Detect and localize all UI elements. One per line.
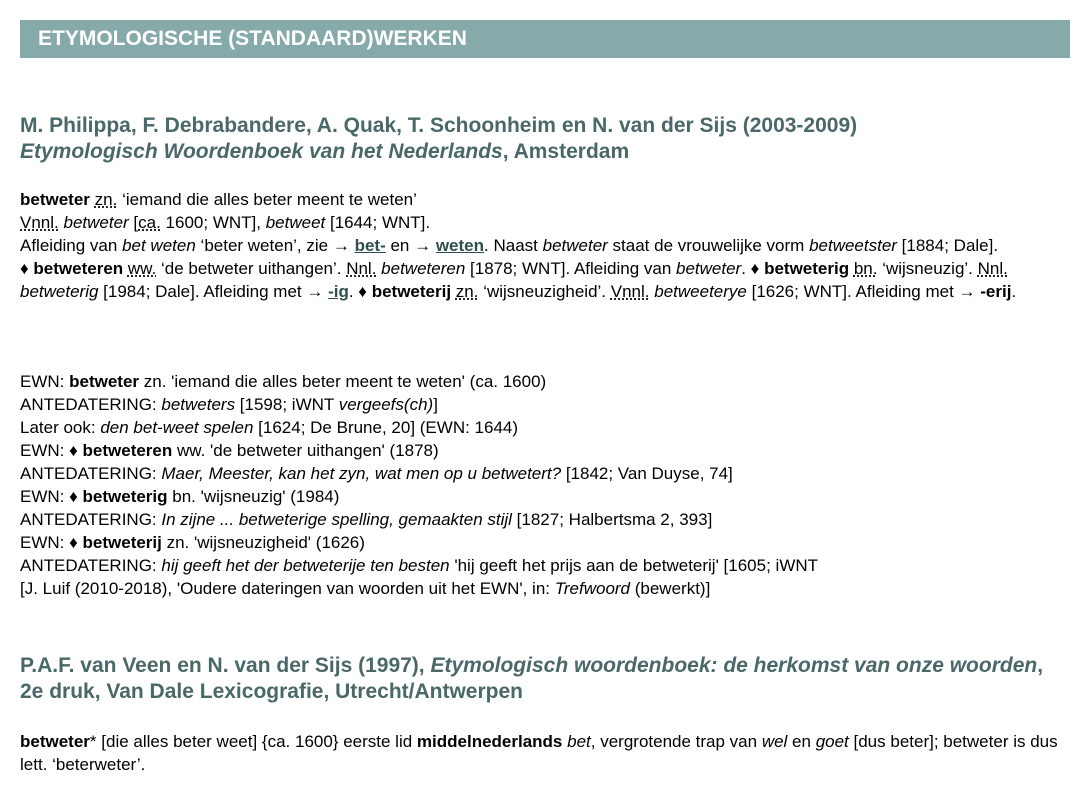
derivative-headword: betweterig xyxy=(764,259,850,278)
text: ‘beter weten’, zie → xyxy=(195,236,355,255)
suffix-erij: -erij xyxy=(980,282,1012,301)
word-form: bet xyxy=(567,732,591,751)
text: EWN: ♦ xyxy=(20,487,83,506)
quote: In zijne ... betweterige spelling, gemaakten stijl xyxy=(161,510,512,529)
abbr-ca: ca. xyxy=(138,213,161,232)
quote: vergeefs(ch) xyxy=(338,395,434,414)
text: ANTEDATERING: xyxy=(20,464,162,483)
abbr-ww: ww. xyxy=(127,259,157,278)
antedating-line xyxy=(20,393,1070,416)
abbr-nnl: Nnl. xyxy=(346,259,377,278)
antedating-line xyxy=(20,508,1070,531)
quote: den bet-weet spelen xyxy=(100,418,254,437)
antedating-line xyxy=(20,485,1070,508)
text: en xyxy=(787,732,816,751)
antedating-list xyxy=(20,370,1070,600)
text: . Naast xyxy=(484,236,543,255)
word-form: betweet xyxy=(265,213,326,232)
antedating-line xyxy=(20,531,1070,554)
source-authors: P.A.F. van Veen en N. van der Sijs (1997), xyxy=(20,654,431,677)
text: EWN: ♦ xyxy=(20,533,83,552)
word-form: goet xyxy=(815,732,849,751)
entry-headline xyxy=(20,188,1070,211)
text: ‘wijsneuzig’. xyxy=(877,259,978,278)
text: ANTEDATERING: xyxy=(20,556,162,575)
text: 1600; WNT], xyxy=(160,213,266,232)
antedating-line xyxy=(20,416,1070,439)
entry-derivation xyxy=(20,234,1070,257)
word-form: betweter xyxy=(542,236,608,255)
quote: betweters xyxy=(161,395,236,414)
word-form: betweter xyxy=(676,259,742,278)
link-weten[interactable]: weten xyxy=(435,236,485,255)
text: [1598; iWNT xyxy=(235,395,339,414)
text: [J. Luif (2010-2018), 'Oudere dateringen van woorden uit het EWN', in: xyxy=(20,579,555,598)
source-title: Etymologisch Woordenboek van het Nederlands xyxy=(20,140,503,163)
source-title: Etymologisch woordenboek: de herkomst van onze woorden xyxy=(430,654,1038,677)
text: [1878; WNT]. Afleiding van xyxy=(465,259,677,278)
antedating-line xyxy=(20,439,1070,462)
ewn-entry xyxy=(20,188,1070,303)
abbr-vnnl: Vnnl. xyxy=(20,213,59,232)
word-form: wel xyxy=(761,732,788,751)
antedating-line xyxy=(20,462,1070,485)
text: . ♦ xyxy=(741,259,765,278)
derivative-headword: betweterij xyxy=(371,282,452,301)
text: (bewerkt)] xyxy=(630,579,711,598)
word-form: betweeterye xyxy=(654,282,747,301)
quote: hij geeft het der betweterije ten besten xyxy=(161,556,450,575)
text: ‘wijsneuzigheid’. xyxy=(478,282,611,301)
source-heading-vandale xyxy=(20,653,1070,705)
text: . xyxy=(1011,282,1017,301)
abbr-bn: bn. xyxy=(853,259,878,278)
headword: betweter xyxy=(69,372,140,391)
text: zn. 'iemand die alles beter meent te weten' (ca. 1600) xyxy=(139,372,547,391)
text: Afleiding van xyxy=(20,236,123,255)
section-banner: ETYMOLOGISCHE (STANDAARD)WERKEN xyxy=(20,20,1070,58)
vandale-text xyxy=(20,730,1070,776)
text: [ xyxy=(128,213,139,232)
source-title-line xyxy=(20,139,1070,165)
source-publisher: , 2e druk, Van Dale Lexicografie, Utrecht/Antwerpen xyxy=(20,654,1044,703)
text: [dus beter]; betweter is dus lett. ‘beterweter’. xyxy=(20,732,1058,774)
antedating-line xyxy=(20,554,1070,577)
entry-attestation xyxy=(20,211,1070,234)
abbr-vnnl: Vnnl. xyxy=(610,282,650,301)
headword: betweter xyxy=(20,732,90,751)
antedating-line xyxy=(20,370,1070,393)
headword: betweterij xyxy=(82,533,162,552)
text: ‘de betweter uithangen’. xyxy=(156,259,347,278)
text: bn. 'wijsneuzig' (1984) xyxy=(167,487,340,506)
text: 'hij geeft het prijs aan de betweterij' [1605; iWNT xyxy=(449,556,819,575)
headword: betweter xyxy=(20,190,90,209)
text: , vergrotende trap van xyxy=(590,732,762,751)
abbr-zn: zn. xyxy=(455,282,479,301)
text: [1827; Halbertsma 2, 393] xyxy=(511,510,713,529)
source-heading-ewn xyxy=(20,113,1070,165)
text: ANTEDATERING: xyxy=(20,395,162,414)
text: [1626; WNT]. Afleiding met → xyxy=(746,282,981,301)
derivative-headword: betweteren xyxy=(33,259,124,278)
definition: ‘iemand die alles beter meent te weten’ xyxy=(117,190,417,209)
source-authors: M. Philippa, F. Debrabandere, A. Quak, T. Schoonheim en N. van der Sijs (2003-2009) xyxy=(20,114,858,137)
headword: betweterig xyxy=(82,487,168,506)
word-form: betweteren xyxy=(381,259,466,278)
word-form: betweetster xyxy=(809,236,897,255)
text: [1984; Dale]. Afleiding met → xyxy=(98,282,329,301)
antedating-source xyxy=(20,577,1070,600)
text: Later ook: xyxy=(20,418,101,437)
abbr-zn: zn. xyxy=(94,190,118,209)
text: ANTEDATERING: xyxy=(20,510,162,529)
word-form: betweterig xyxy=(20,282,99,301)
link-ig[interactable]: -ig xyxy=(328,282,349,301)
text: . ♦ xyxy=(348,282,372,301)
source-place: , Amsterdam xyxy=(502,140,630,163)
link-bet[interactable]: bet- xyxy=(354,236,386,255)
text: ♦ xyxy=(20,259,34,278)
text: [1842; Van Duyse, 74] xyxy=(561,464,733,483)
text: [1884; Dale]. xyxy=(896,236,999,255)
text: [1624; De Brune, 20] (EWN: 1644) xyxy=(253,418,519,437)
entry-derivatives xyxy=(20,257,1070,303)
text: EWN: ♦ xyxy=(20,441,83,460)
journal-title: Trefwoord xyxy=(554,579,631,598)
text: ] xyxy=(433,395,438,414)
text: en → xyxy=(385,236,436,255)
text: * [die alles beter weet] {ca. 1600} eerste lid xyxy=(89,732,417,751)
text: EWN: xyxy=(20,372,70,391)
text: staat de vrouwelijke vorm xyxy=(607,236,810,255)
text: [1644; WNT]. xyxy=(325,213,431,232)
language-label: middelnederlands xyxy=(416,732,563,751)
word-form: bet weten xyxy=(122,236,196,255)
text: ww. 'de betweter uithangen' (1878) xyxy=(172,441,439,460)
headword: betweteren xyxy=(82,441,173,460)
abbr-nnl: Nnl. xyxy=(977,259,1008,278)
quote: Maer, Meester, kan het zyn, wat men op u betwetert? xyxy=(161,464,562,483)
text: zn. 'wijsneuzigheid' (1626) xyxy=(161,533,365,552)
vandale-entry xyxy=(20,730,1070,776)
word-form: betweter xyxy=(63,213,129,232)
